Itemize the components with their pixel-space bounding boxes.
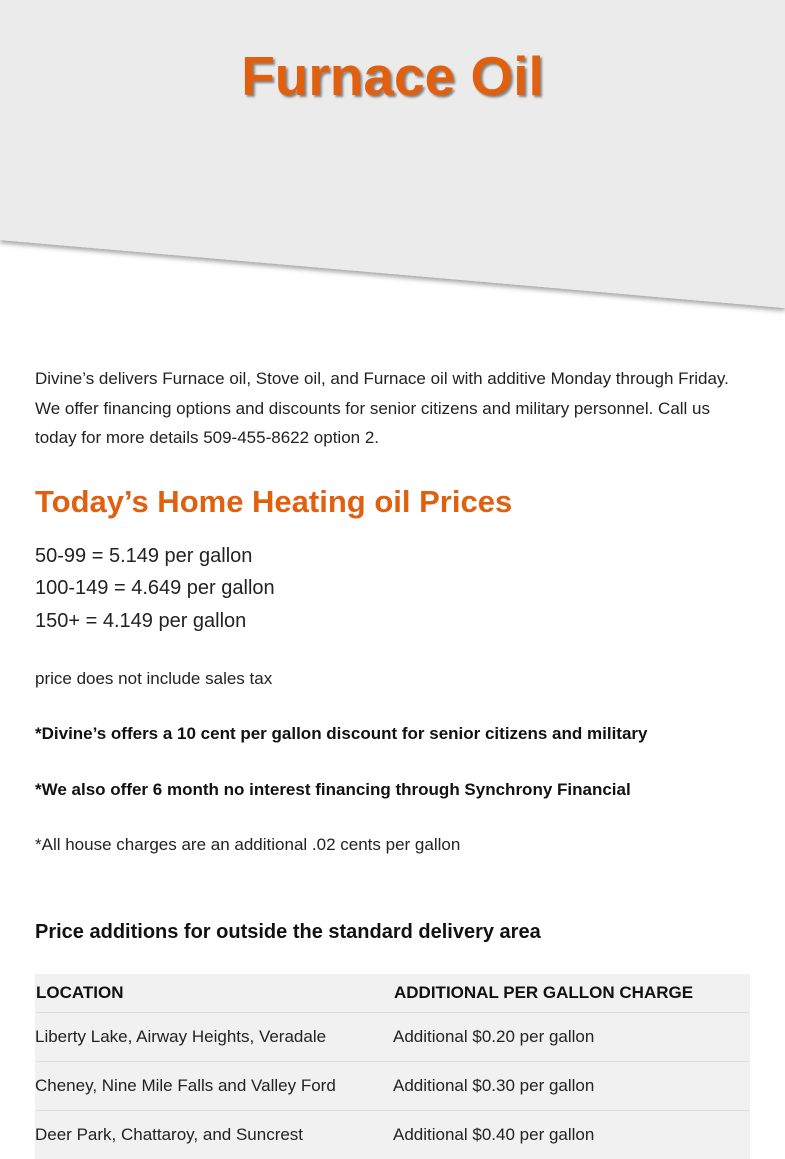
location-cell: Deer Park, Chattaroy, and Suncrest [35, 1111, 393, 1159]
price-tier-150-plus: 150+ = 4.149 per gallon [35, 605, 750, 638]
financing-note: *We also offer 6 month no interest financing through Synchrony Financial [35, 778, 750, 802]
column-header-location: LOCATION [35, 974, 393, 1013]
intro-paragraph: Divine’s delivers Furnace oil, Stove oil, and Furnace oil with additive Monday through Friday. We offer financing options and discounts for senior citizens and military personnel. Call us today for more details 509-455-8622 option 2. [35, 364, 750, 453]
charge-cell: Additional $0.20 per gallon [393, 1013, 750, 1062]
house-charges-note: *All house charges are an additional .02 cents per gallon [35, 833, 750, 857]
table-row [35, 1062, 750, 1111]
price-list [35, 540, 750, 638]
price-tier-50-99: 50-99 = 5.149 per gallon [35, 540, 750, 573]
charge-cell: Additional $0.40 per gallon [393, 1111, 750, 1159]
table-header-row [35, 974, 750, 1013]
sales-tax-note: price does not include sales tax [35, 667, 750, 691]
charge-cell: Additional $0.30 per gallon [393, 1062, 750, 1111]
location-cell: Liberty Lake, Airway Heights, Veradale [35, 1013, 393, 1062]
delivery-charge-table [35, 974, 750, 1159]
delivery-area-heading: Price additions for outside the standard delivery area [35, 920, 750, 944]
hero-banner [0, 0, 785, 320]
table-row [35, 1111, 750, 1159]
location-cell: Cheney, Nine Mile Falls and Valley Ford [35, 1062, 393, 1111]
page-title: Furnace Oil [0, 44, 785, 108]
main-content [35, 364, 750, 1159]
table-row [35, 1013, 750, 1062]
prices-heading: Today’s Home Heating oil Prices [35, 482, 750, 522]
column-header-charge: ADDITIONAL PER GALLON CHARGE [393, 974, 750, 1013]
price-tier-100-149: 100-149 = 4.649 per gallon [35, 572, 750, 605]
discount-note: *Divine’s offers a 10 cent per gallon discount for senior citizens and military [35, 722, 750, 746]
